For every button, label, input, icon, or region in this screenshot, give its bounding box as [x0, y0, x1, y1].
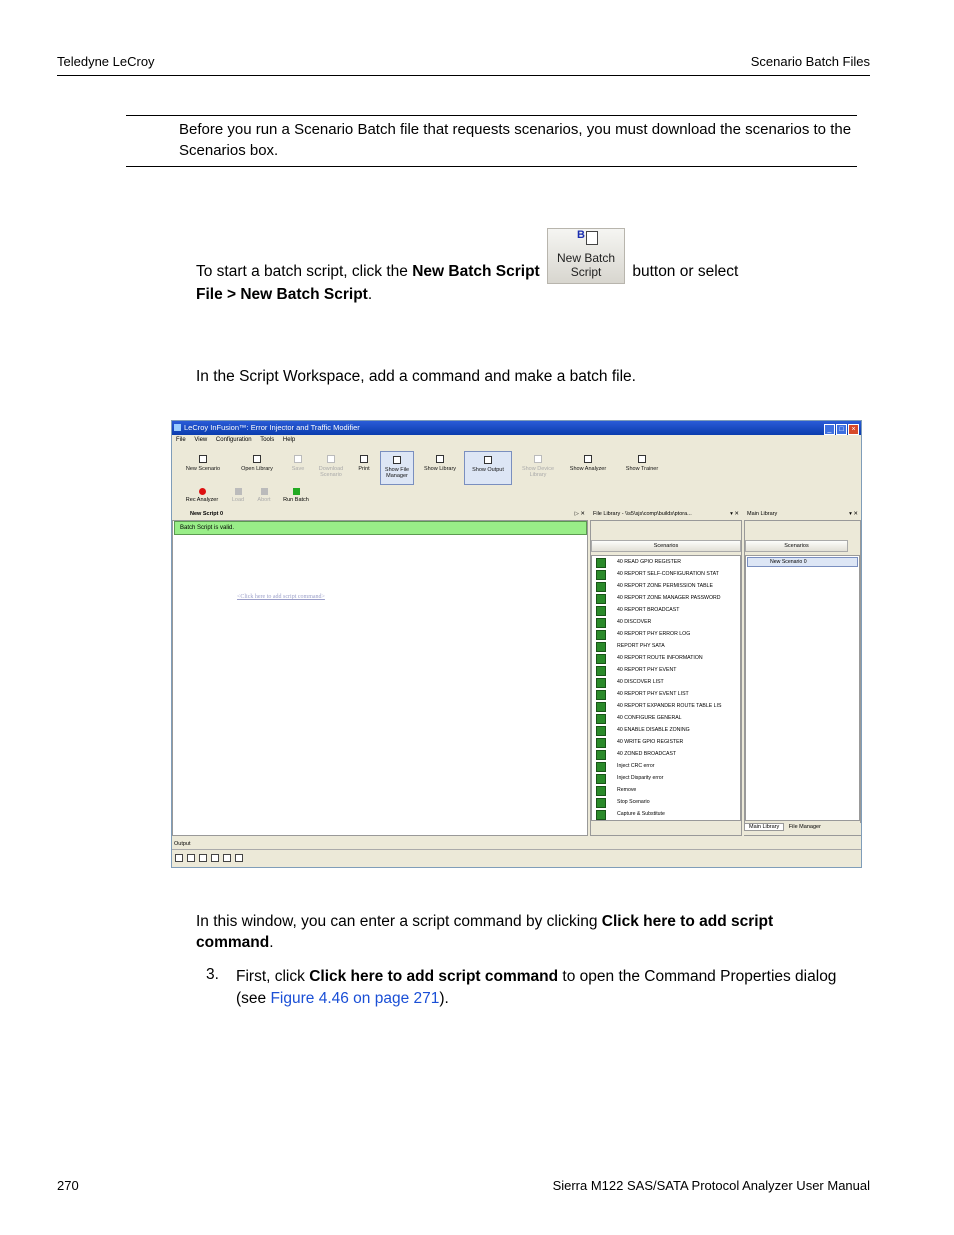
tab-scroll-icon[interactable]: ▷ ✕	[574, 511, 585, 517]
print-button[interactable]: Print	[352, 451, 376, 485]
list-item[interactable]: 40 REPORT ROUTE INFORMATION	[592, 652, 740, 664]
file-library-tabbar	[590, 510, 742, 520]
list-item[interactable]: 40 REPORT SELF-CONFIGURATION STAT	[592, 568, 740, 580]
rec-analyzer-button[interactable]: Rec Analyzer	[178, 485, 226, 509]
show-file-manager-button[interactable]: Show File Manager	[380, 451, 414, 485]
tab-file-manager[interactable]: File Manager	[788, 824, 821, 830]
paragraph-enter-command: In this window, you can enter a script command by clicking Click here to add script command.	[196, 913, 774, 951]
save-icon[interactable]	[175, 854, 183, 862]
list-item[interactable]: 40 REPORT EXPANDER ROUTE TABLE LIS	[592, 700, 740, 712]
main-library-tabbar	[744, 510, 861, 520]
menu-bar	[176, 437, 302, 443]
window-titlebar: LeCroy InFusion™: Error Injector and Traffic Modifier _ □ ×	[172, 421, 861, 435]
load-button[interactable]: Load	[226, 485, 250, 509]
close-icon[interactable]: ×	[848, 424, 859, 435]
header-rule	[57, 75, 870, 76]
main-library-title: Main Library	[747, 511, 778, 517]
menu-help[interactable]: Help	[282, 437, 296, 443]
minimize-icon[interactable]: _	[824, 424, 835, 435]
list-item[interactable]: 40 REPORT ZONE MANAGER PASSWORD	[592, 592, 740, 604]
tab-new-script-0[interactable]: New Script 0	[190, 511, 224, 517]
step-3-text: First, click Click here to add script command to open the Command Properties dialog (see Figure 4.46 on page 271).	[236, 968, 837, 1007]
run-batch-button[interactable]: Run Batch	[280, 485, 312, 509]
list-item[interactable]: 40 REPORT PHY ERROR LOG	[592, 628, 740, 640]
note-rule-bottom	[126, 166, 857, 167]
list-item[interactable]: 40 DISCOVER LIST	[592, 676, 740, 688]
main-library-list	[745, 555, 860, 821]
list-item[interactable]: 40 WRITE GPIO REGISTER	[592, 736, 740, 748]
note-text: Before you run a Scenario Batch file that requests scenarios, you must download the scenarios to the Scenarios box.	[179, 121, 852, 159]
list-item[interactable]: 40 READ GPIO REGISTER	[592, 556, 740, 568]
list-item[interactable]: Remove	[592, 784, 740, 796]
infusion-screenshot	[171, 420, 862, 868]
download-scenario-button[interactable]: Download Scenario	[313, 451, 349, 485]
document-icon	[586, 231, 598, 245]
running-footer-title: Sierra M122 SAS/SATA Protocol Analyzer User Manual	[552, 1178, 870, 1193]
add-script-command-link[interactable]: <Click here to add script command>	[237, 594, 325, 600]
copy-icon[interactable]	[211, 854, 219, 862]
save-button[interactable]: Save	[286, 451, 310, 485]
app-icon	[174, 424, 181, 431]
new-batch-script-button-image: B New Batch Script	[547, 228, 625, 284]
file-library-title: File Library - \\s5\sjs\comp\builds\ptora...	[593, 511, 692, 517]
pin-icon[interactable]: ▾ ✕	[849, 511, 858, 517]
list-item[interactable]: 40 CONFIGURE GENERAL	[592, 712, 740, 724]
batch-icon: B	[577, 229, 585, 241]
open-library-button[interactable]: Open Library	[232, 451, 282, 485]
show-trainer-button[interactable]: Show Trainer	[618, 451, 666, 485]
pin-icon[interactable]: ▾ ✕	[730, 511, 739, 517]
figure-link[interactable]: Figure 4.46 on page 271	[270, 990, 440, 1007]
script-tabbar	[172, 510, 588, 520]
show-output-button[interactable]: Show Output	[464, 451, 512, 485]
list-item[interactable]: 40 ENABLE DISABLE ZONING	[592, 724, 740, 736]
list-item[interactable]: Inject CRC error	[592, 760, 740, 772]
list-item[interactable]: 40 REPORT PHY EVENT LIST	[592, 688, 740, 700]
file-library-list	[591, 555, 741, 821]
main-library-scenarios-header[interactable]: Scenarios	[745, 540, 848, 552]
library-bottom-tabs	[744, 823, 861, 835]
note-rule-top	[126, 115, 857, 116]
page-number: 270	[57, 1178, 79, 1193]
maximize-icon[interactable]: □	[836, 424, 847, 435]
show-library-button[interactable]: Show Library	[418, 451, 462, 485]
clear-icon[interactable]	[235, 854, 243, 862]
list-item[interactable]: 40 REPORT BROADCAST	[592, 604, 740, 616]
list-item[interactable]: Inject Disparity error	[592, 772, 740, 784]
menu-tools[interactable]: Tools	[260, 437, 275, 443]
list-item[interactable]: Stop Scenario	[592, 796, 740, 808]
abort-button[interactable]: Abort	[252, 485, 276, 509]
paragraph-script-workspace: In the Script Workspace, add a command and make a batch file.	[196, 368, 636, 385]
list-item[interactable]: 40 DISCOVER	[592, 616, 740, 628]
show-device-library-button[interactable]: Show Device Library	[516, 451, 560, 485]
list-item[interactable]: Capture & Substitute	[592, 808, 740, 820]
file-library-scenarios-header[interactable]: Scenarios	[591, 540, 741, 552]
script-workspace[interactable]	[172, 520, 588, 836]
menu-file[interactable]: File	[176, 437, 186, 443]
list-item[interactable]: REPORT PHY SATA	[592, 640, 740, 652]
menu-configuration[interactable]: Configuration	[215, 437, 252, 443]
new-scenario-button[interactable]: New Scenario	[178, 451, 228, 485]
menu-view[interactable]: View	[194, 437, 208, 443]
output-toolbar	[172, 849, 861, 865]
paragraph-start-batch: To start a batch script, click the New Batch Script B New Batch Script button or select File > New Batch Script.	[196, 228, 816, 305]
show-analyzer-button[interactable]: Show Analyzer	[564, 451, 612, 485]
batch-valid-banner: Batch Script is valid.	[174, 521, 587, 535]
step-number: 3.	[206, 966, 219, 983]
list-item[interactable]: 40 ZONED BROADCAST	[592, 748, 740, 760]
list-item[interactable]: New Scenario 0	[747, 557, 858, 567]
find-icon[interactable]	[223, 854, 231, 862]
running-header-left: Teledyne LeCroy	[57, 54, 155, 69]
tab-main-library[interactable]: Main Library	[744, 823, 784, 831]
list-item[interactable]: 40 REPORT ZONE PERMISSION TABLE	[592, 580, 740, 592]
list-item[interactable]: 40 REPORT PHY EVENT	[592, 664, 740, 676]
print-icon[interactable]	[187, 854, 195, 862]
tool-icon[interactable]	[199, 854, 207, 862]
running-header-right: Scenario Batch Files	[750, 54, 870, 69]
output-label: Output	[172, 839, 861, 849]
